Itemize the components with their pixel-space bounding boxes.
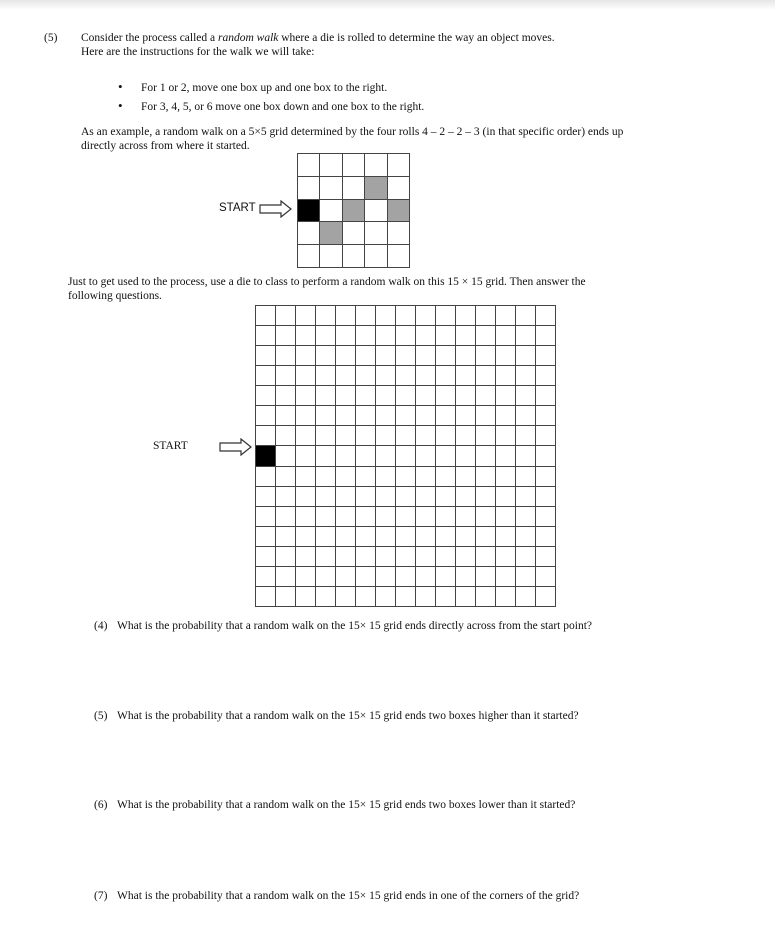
- subquestion-number: (4): [94, 620, 108, 632]
- grid-cell: [516, 487, 536, 507]
- grid-cell: [356, 507, 376, 527]
- grid-cell: [296, 386, 316, 406]
- grid-cell: [456, 306, 476, 326]
- grid-cell: [276, 527, 296, 547]
- grid-cell: [396, 547, 416, 567]
- grid-cell: [536, 366, 556, 386]
- grid-cell: [376, 386, 396, 406]
- grid-cell: [356, 446, 376, 466]
- grid-cell: [356, 406, 376, 426]
- grid-cell: [296, 567, 316, 587]
- grid-cell: [456, 426, 476, 446]
- grid-cell: [356, 527, 376, 547]
- grid-cell: [296, 366, 316, 386]
- grid-cell: [416, 487, 436, 507]
- grid-cell: [316, 527, 336, 547]
- grid-cell: [320, 245, 342, 268]
- grid-cell: [516, 507, 536, 527]
- grid-cell: [416, 446, 436, 466]
- example-5x5-grid: [297, 153, 410, 268]
- grid-cell: [276, 346, 296, 366]
- grid-cell: [256, 406, 276, 426]
- grid-cell: [476, 527, 496, 547]
- grid-cell: [476, 446, 496, 466]
- grid-cell: [496, 547, 516, 567]
- grid-cell: [276, 446, 296, 466]
- grid-cell: [516, 527, 536, 547]
- grid-cell: [436, 587, 456, 607]
- grid-cell: [396, 507, 416, 527]
- grid-cell: [436, 426, 456, 446]
- grid-cell: [336, 446, 356, 466]
- grid-cell: [296, 326, 316, 346]
- grid-cell: [396, 587, 416, 607]
- list-item: [118, 97, 424, 116]
- grid-cell: [316, 326, 336, 346]
- grid-cell: [276, 426, 296, 446]
- grid-cell: [416, 386, 436, 406]
- grid-cell: [396, 527, 416, 547]
- practice-line-1: Just to get used to the process, use a die to class to perform a random walk on this 15 × 15 grid. Then answer the: [68, 276, 586, 288]
- grid-cell: [476, 426, 496, 446]
- grid-cell: [296, 426, 316, 446]
- grid-cell: [336, 386, 356, 406]
- grid-cell: [296, 406, 316, 426]
- grid-cell: [356, 386, 376, 406]
- grid-cell: [536, 346, 556, 366]
- grid-cell: [416, 567, 436, 587]
- grid-cell: [376, 527, 396, 547]
- grid-cell: [256, 326, 276, 346]
- grid-cell: [476, 366, 496, 386]
- grid-cell: [536, 567, 556, 587]
- grid-cell: [276, 326, 296, 346]
- grid-cell: [276, 507, 296, 527]
- grid-cell: [356, 326, 376, 346]
- grid-cell: [416, 366, 436, 386]
- grid-cell: [376, 406, 396, 426]
- grid-cell: [436, 527, 456, 547]
- grid-cell: [256, 366, 276, 386]
- grid-cell: [356, 587, 376, 607]
- grid-cell: [356, 547, 376, 567]
- grid-cell: [476, 507, 496, 527]
- grid-cell: [516, 446, 536, 466]
- grid-cell: [316, 366, 336, 386]
- grid-cell: [365, 245, 387, 268]
- grid-cell: [536, 527, 556, 547]
- grid-cell: [356, 366, 376, 386]
- grid-cell: [476, 346, 496, 366]
- grid-cell: [536, 306, 556, 326]
- grid-cell: [496, 306, 516, 326]
- grid-cell: [365, 154, 387, 177]
- grid-cell: [296, 587, 316, 607]
- grid-cell: [536, 547, 556, 567]
- grid-cell: [456, 386, 476, 406]
- grid-cell: [476, 467, 496, 487]
- grid-cell: [436, 346, 456, 366]
- grid-cell: [516, 386, 536, 406]
- grid-cell: [476, 386, 496, 406]
- grid-cell: [296, 467, 316, 487]
- grid-cell: [388, 154, 410, 177]
- grid-cell: [376, 426, 396, 446]
- grid-cell: [343, 154, 365, 177]
- list-item: [118, 78, 424, 97]
- grid-cell: [256, 567, 276, 587]
- grid-cell: [256, 487, 276, 507]
- path-cell: [320, 222, 342, 245]
- grid-cell: [396, 406, 416, 426]
- grid-cell: [365, 200, 387, 223]
- grid-cell: [496, 446, 516, 466]
- subquestion-7: [94, 890, 579, 902]
- grid-cell: [316, 386, 336, 406]
- grid-cell: [256, 386, 276, 406]
- subquestion-6: [94, 799, 575, 811]
- grid-cell: [336, 306, 356, 326]
- grid-cell: [396, 386, 416, 406]
- practice-line-2: following questions.: [68, 290, 162, 302]
- bullet-icon: •: [118, 79, 123, 94]
- grid-cell: [436, 366, 456, 386]
- grid-cell: [316, 346, 336, 366]
- bullet-text: For 1 or 2, move one box up and one box to the right.: [141, 82, 388, 94]
- grid-cell: [536, 507, 556, 527]
- grid-cell: [416, 346, 436, 366]
- grid-cell: [396, 467, 416, 487]
- grid-cell: [436, 487, 456, 507]
- subquestion-text: What is the probability that a random walk on the 15× 15 grid ends two boxes higher than it started?: [117, 710, 579, 722]
- grid-cell: [376, 446, 396, 466]
- grid-cell: [316, 567, 336, 587]
- grid-cell: [416, 426, 436, 446]
- intro-term: random walk: [218, 32, 279, 44]
- grid-cell: [436, 306, 456, 326]
- intro-line-2: Here are the instructions for the walk we will take:: [81, 46, 315, 58]
- grid-cell: [343, 245, 365, 268]
- grid-cell: [516, 306, 536, 326]
- grid-cell: [298, 177, 320, 200]
- grid-cell: [276, 487, 296, 507]
- grid-cell: [456, 547, 476, 567]
- grid-cell: [456, 567, 476, 587]
- grid-cell: [316, 446, 336, 466]
- grid-cell: [320, 154, 342, 177]
- grid-cell: [276, 567, 296, 587]
- grid-cell: [436, 326, 456, 346]
- grid-cell: [320, 177, 342, 200]
- grid-cell: [376, 346, 396, 366]
- grid-cell: [376, 326, 396, 346]
- grid-cell: [316, 487, 336, 507]
- grid-cell: [436, 386, 456, 406]
- grid-cell: [256, 507, 276, 527]
- grid-cell: [456, 346, 476, 366]
- grid-cell: [396, 306, 416, 326]
- grid-cell: [456, 366, 476, 386]
- subquestion-4: [94, 620, 592, 632]
- grid-cell: [336, 406, 356, 426]
- grid-cell: [416, 547, 436, 567]
- grid-cell: [365, 222, 387, 245]
- grid-cell: [356, 567, 376, 587]
- grid-cell: [456, 326, 476, 346]
- grid-cell: [296, 507, 316, 527]
- start-cell: [298, 200, 320, 223]
- grid-cell: [256, 527, 276, 547]
- grid-cell: [336, 326, 356, 346]
- grid-cell: [336, 346, 356, 366]
- grid-cell: [536, 587, 556, 607]
- grid-cell: [476, 306, 496, 326]
- grid-cell: [396, 426, 416, 446]
- grid-cell: [388, 222, 410, 245]
- grid-cell: [276, 406, 296, 426]
- grid-cell: [396, 366, 416, 386]
- page-top-edge: [0, 0, 775, 10]
- grid-cell: [356, 487, 376, 507]
- grid-cell: [436, 446, 456, 466]
- subquestion-text: What is the probability that a random walk on the 15× 15 grid ends two boxes lower than it started?: [117, 799, 576, 811]
- intro-text-pre: Consider the process called a: [81, 32, 218, 44]
- grid-cell: [276, 467, 296, 487]
- grid-cell: [336, 547, 356, 567]
- grid-cell: [296, 306, 316, 326]
- grid-cell: [416, 507, 436, 527]
- subquestion-number: (5): [94, 710, 108, 722]
- grid-cell: [336, 507, 356, 527]
- practice-start-label: START: [153, 440, 188, 452]
- grid-cell: [376, 366, 396, 386]
- grid-cell: [456, 406, 476, 426]
- grid-cell: [316, 306, 336, 326]
- grid-cell: [436, 406, 456, 426]
- grid-cell: [336, 527, 356, 547]
- grid-cell: [396, 346, 416, 366]
- grid-cell: [396, 326, 416, 346]
- grid-cell: [376, 306, 396, 326]
- subquestion-5: [94, 710, 579, 722]
- grid-cell: [343, 177, 365, 200]
- grid-cell: [516, 326, 536, 346]
- grid-cell: [436, 467, 456, 487]
- grid-cell: [496, 467, 516, 487]
- grid-cell: [476, 406, 496, 426]
- grid-cell: [416, 306, 436, 326]
- grid-cell: [496, 406, 516, 426]
- bullet-icon: •: [118, 98, 123, 113]
- grid-cell: [516, 547, 536, 567]
- grid-cell: [376, 547, 396, 567]
- subquestion-text: What is the probability that a random walk on the 15× 15 grid ends directly across from the start point?: [117, 620, 592, 632]
- grid-cell: [536, 446, 556, 466]
- grid-cell: [496, 346, 516, 366]
- grid-cell: [336, 587, 356, 607]
- intro-text-post: where a die is rolled to determine the way an object moves.: [278, 32, 555, 44]
- grid-cell: [496, 487, 516, 507]
- grid-cell: [276, 386, 296, 406]
- grid-cell: [516, 467, 536, 487]
- grid-cell: [456, 487, 476, 507]
- grid-cell: [256, 306, 276, 326]
- grid-cell: [376, 587, 396, 607]
- grid-cell: [416, 326, 436, 346]
- grid-cell: [296, 527, 316, 547]
- grid-cell: [316, 507, 336, 527]
- grid-cell: [516, 426, 536, 446]
- grid-cell: [476, 547, 496, 567]
- grid-cell: [496, 326, 516, 346]
- grid-cell: [496, 587, 516, 607]
- grid-cell: [356, 467, 376, 487]
- grid-cell: [356, 426, 376, 446]
- grid-cell: [298, 222, 320, 245]
- grid-cell: [476, 567, 496, 587]
- grid-cell: [536, 487, 556, 507]
- grid-cell: [256, 346, 276, 366]
- practice-15x15-grid: [255, 305, 556, 607]
- grid-cell: [536, 326, 556, 346]
- bullet-text: For 3, 4, 5, or 6 move one box down and one box to the right.: [141, 101, 425, 113]
- grid-cell: [436, 507, 456, 527]
- grid-cell: [336, 467, 356, 487]
- grid-cell: [536, 426, 556, 446]
- grid-cell: [516, 346, 536, 366]
- grid-cell: [336, 487, 356, 507]
- grid-cell: [356, 306, 376, 326]
- grid-cell: [416, 406, 436, 426]
- grid-cell: [336, 567, 356, 587]
- grid-cell: [396, 487, 416, 507]
- grid-cell: [516, 366, 536, 386]
- grid-cell: [456, 467, 476, 487]
- grid-cell: [276, 587, 296, 607]
- grid-cell: [476, 326, 496, 346]
- grid-cell: [276, 306, 296, 326]
- grid-cell: [516, 587, 536, 607]
- grid-cell: [256, 467, 276, 487]
- intro-line-1: [81, 32, 555, 44]
- path-cell: [388, 200, 410, 223]
- path-cell: [365, 177, 387, 200]
- start-cell: [256, 446, 276, 466]
- grid-cell: [496, 426, 516, 446]
- subquestion-number: (7): [94, 890, 108, 902]
- grid-cell: [416, 587, 436, 607]
- grid-cell: [316, 406, 336, 426]
- grid-cell: [316, 547, 336, 567]
- grid-cell: [376, 567, 396, 587]
- grid-cell: [256, 547, 276, 567]
- grid-cell: [516, 567, 536, 587]
- grid-cell: [536, 406, 556, 426]
- grid-cell: [296, 346, 316, 366]
- grid-cell: [256, 426, 276, 446]
- grid-cell: [388, 245, 410, 268]
- grid-cell: [396, 446, 416, 466]
- grid-cell: [320, 200, 342, 223]
- question-number: (5): [44, 32, 58, 44]
- grid-cell: [376, 467, 396, 487]
- practice-start-arrow-icon: [219, 438, 253, 456]
- example-start-label: START: [219, 202, 256, 214]
- grid-cell: [496, 386, 516, 406]
- grid-cell: [396, 567, 416, 587]
- grid-cell: [296, 547, 316, 567]
- grid-cell: [276, 366, 296, 386]
- grid-cell: [516, 406, 536, 426]
- grid-cell: [376, 507, 396, 527]
- grid-cell: [296, 487, 316, 507]
- grid-cell: [496, 527, 516, 547]
- grid-cell: [316, 587, 336, 607]
- grid-cell: [456, 527, 476, 547]
- path-cell: [343, 200, 365, 223]
- grid-cell: [356, 346, 376, 366]
- grid-cell: [298, 154, 320, 177]
- grid-cell: [476, 487, 496, 507]
- grid-cell: [536, 386, 556, 406]
- example-line-2: directly across from where it started.: [81, 140, 250, 152]
- grid-cell: [436, 547, 456, 567]
- grid-cell: [496, 567, 516, 587]
- grid-cell: [416, 467, 436, 487]
- grid-cell: [316, 467, 336, 487]
- grid-cell: [316, 426, 336, 446]
- grid-cell: [416, 527, 436, 547]
- grid-cell: [436, 567, 456, 587]
- grid-cell: [456, 446, 476, 466]
- grid-cell: [476, 587, 496, 607]
- grid-cell: [296, 446, 316, 466]
- example-start-arrow-icon: [259, 200, 293, 218]
- grid-cell: [256, 587, 276, 607]
- grid-cell: [298, 245, 320, 268]
- example-line-1: As an example, a random walk on a 5×5 grid determined by the four rolls 4 – 2 – 2 – 3 (in that specific order) ends up: [81, 126, 624, 138]
- subquestion-number: (6): [94, 799, 108, 811]
- grid-cell: [336, 366, 356, 386]
- grid-cell: [376, 487, 396, 507]
- grid-cell: [388, 177, 410, 200]
- grid-cell: [536, 467, 556, 487]
- grid-cell: [496, 507, 516, 527]
- grid-cell: [343, 222, 365, 245]
- grid-cell: [276, 547, 296, 567]
- grid-cell: [456, 507, 476, 527]
- grid-cell: [336, 426, 356, 446]
- subquestion-text: What is the probability that a random walk on the 15× 15 grid ends in one of the corners of the grid?: [117, 890, 580, 902]
- grid-cell: [456, 587, 476, 607]
- instruction-list: [118, 78, 424, 116]
- grid-cell: [496, 366, 516, 386]
